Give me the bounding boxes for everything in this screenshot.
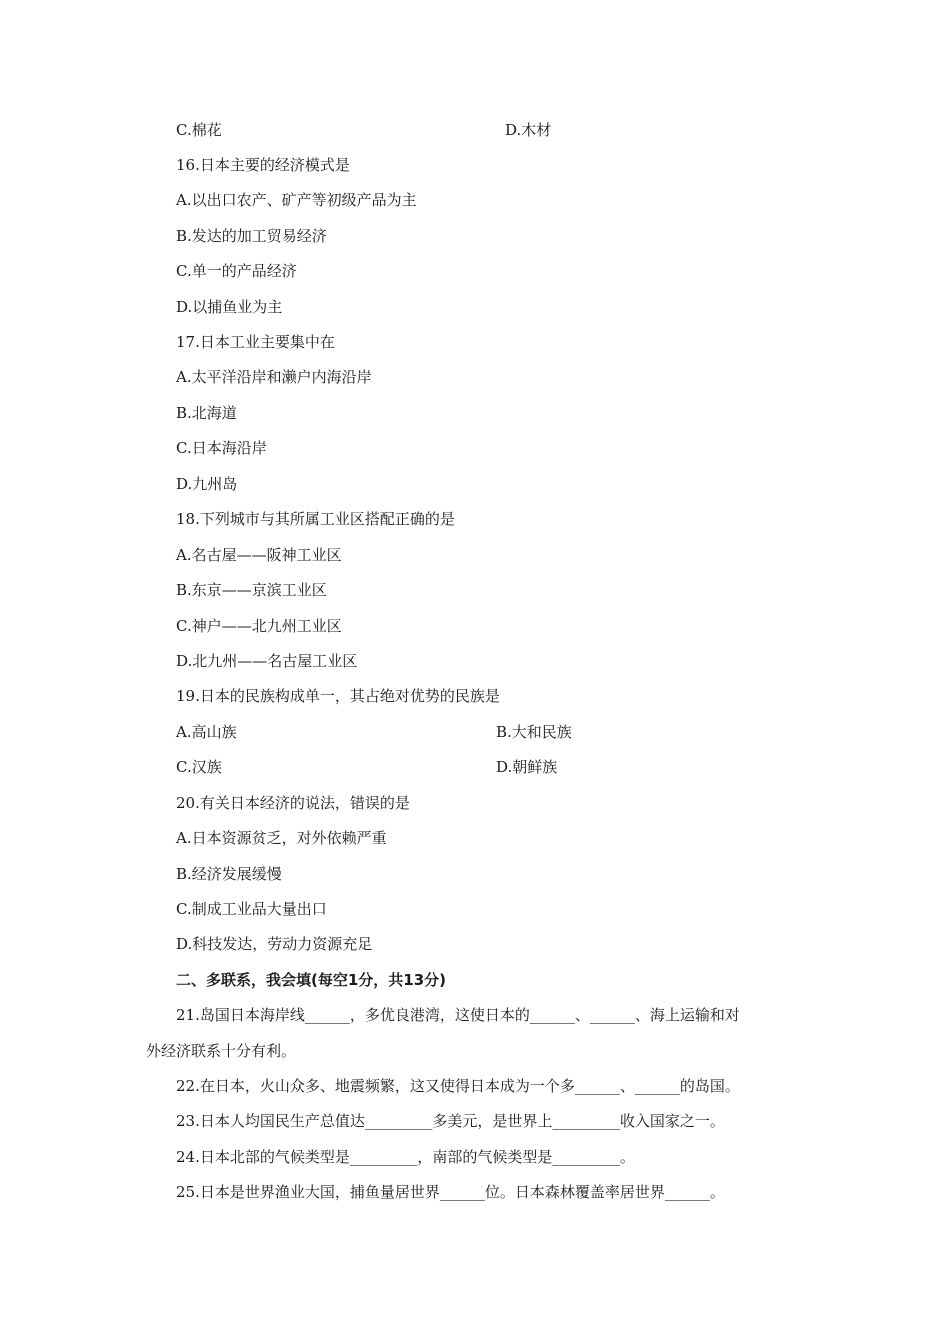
- q20-option-b: B.经济发展缓慢: [176, 865, 282, 883]
- q18-stem: 18.下列城市与其所属工业区搭配正确的是: [176, 510, 455, 528]
- q15-option-c: C.棉花: [176, 121, 222, 139]
- q17-option-c: C.日本海沿岸: [176, 439, 267, 457]
- q16-option-c: C.单一的产品经济: [176, 262, 297, 280]
- q21-line-1: 21.岛国日本海岸线______，多优良港湾，这使日本的______、______、海上运输和对: [176, 1006, 740, 1024]
- q18-option-d: D.北九州——名古屋工业区: [176, 652, 358, 670]
- q17-stem: 17.日本工业主要集中在: [176, 333, 335, 351]
- q19-option-b: B.大和民族: [496, 723, 572, 741]
- q20-option-c: C.制成工业品大量出口: [176, 900, 327, 918]
- q20-option-a: A.日本资源贫乏，对外依赖严重: [176, 829, 387, 847]
- q16-option-d: D.以捕鱼业为主: [176, 298, 283, 316]
- q18-option-a: A.名古屋——阪神工业区: [176, 546, 342, 564]
- q16-option-b: B.发达的加工贸易经济: [176, 227, 327, 245]
- q23: 23.日本人均国民生产总值达_________多美元，是世界上_________收入国家之一。: [176, 1112, 725, 1130]
- q19-option-d: D.朝鲜族: [496, 758, 558, 776]
- section-2-heading: 二、多联系，我会填(每空1分，共13分): [176, 971, 447, 989]
- q16-option-a: A.以出口农产、矿产等初级产品为主: [176, 191, 417, 209]
- q18-option-b: B.东京——京滨工业区: [176, 581, 327, 599]
- q19-option-a: A.高山族: [176, 723, 237, 741]
- q15-option-d: D.木材: [505, 121, 552, 139]
- q17-option-b: B.北海道: [176, 404, 237, 422]
- q18-option-c: C.神户——北九州工业区: [176, 617, 342, 635]
- q17-option-d: D.九州岛: [176, 475, 238, 493]
- q25: 25.日本是世界渔业大国，捕鱼量居世界______位。日本森林覆盖率居世界______。: [176, 1183, 725, 1201]
- q20-stem: 20.有关日本经济的说法，错误的是: [176, 794, 410, 812]
- q19-stem: 19.日本的民族构成单一，其占绝对优势的民族是: [176, 687, 500, 705]
- q16-stem: 16.日本主要的经济模式是: [176, 156, 350, 174]
- q24: 24.日本北部的气候类型是_________，南部的气候类型是_________。: [176, 1148, 635, 1166]
- q22: 22.在日本，火山众多、地震频繁，这又使得日本成为一个多______、______的岛国。: [176, 1077, 740, 1095]
- q20-option-d: D.科技发达，劳动力资源充足: [176, 935, 373, 953]
- q21-line-2: 外经济联系十分有利。: [146, 1042, 297, 1060]
- q19-option-c: C.汉族: [176, 758, 222, 776]
- q17-option-a: A.太平洋沿岸和濑户内海沿岸: [176, 368, 372, 386]
